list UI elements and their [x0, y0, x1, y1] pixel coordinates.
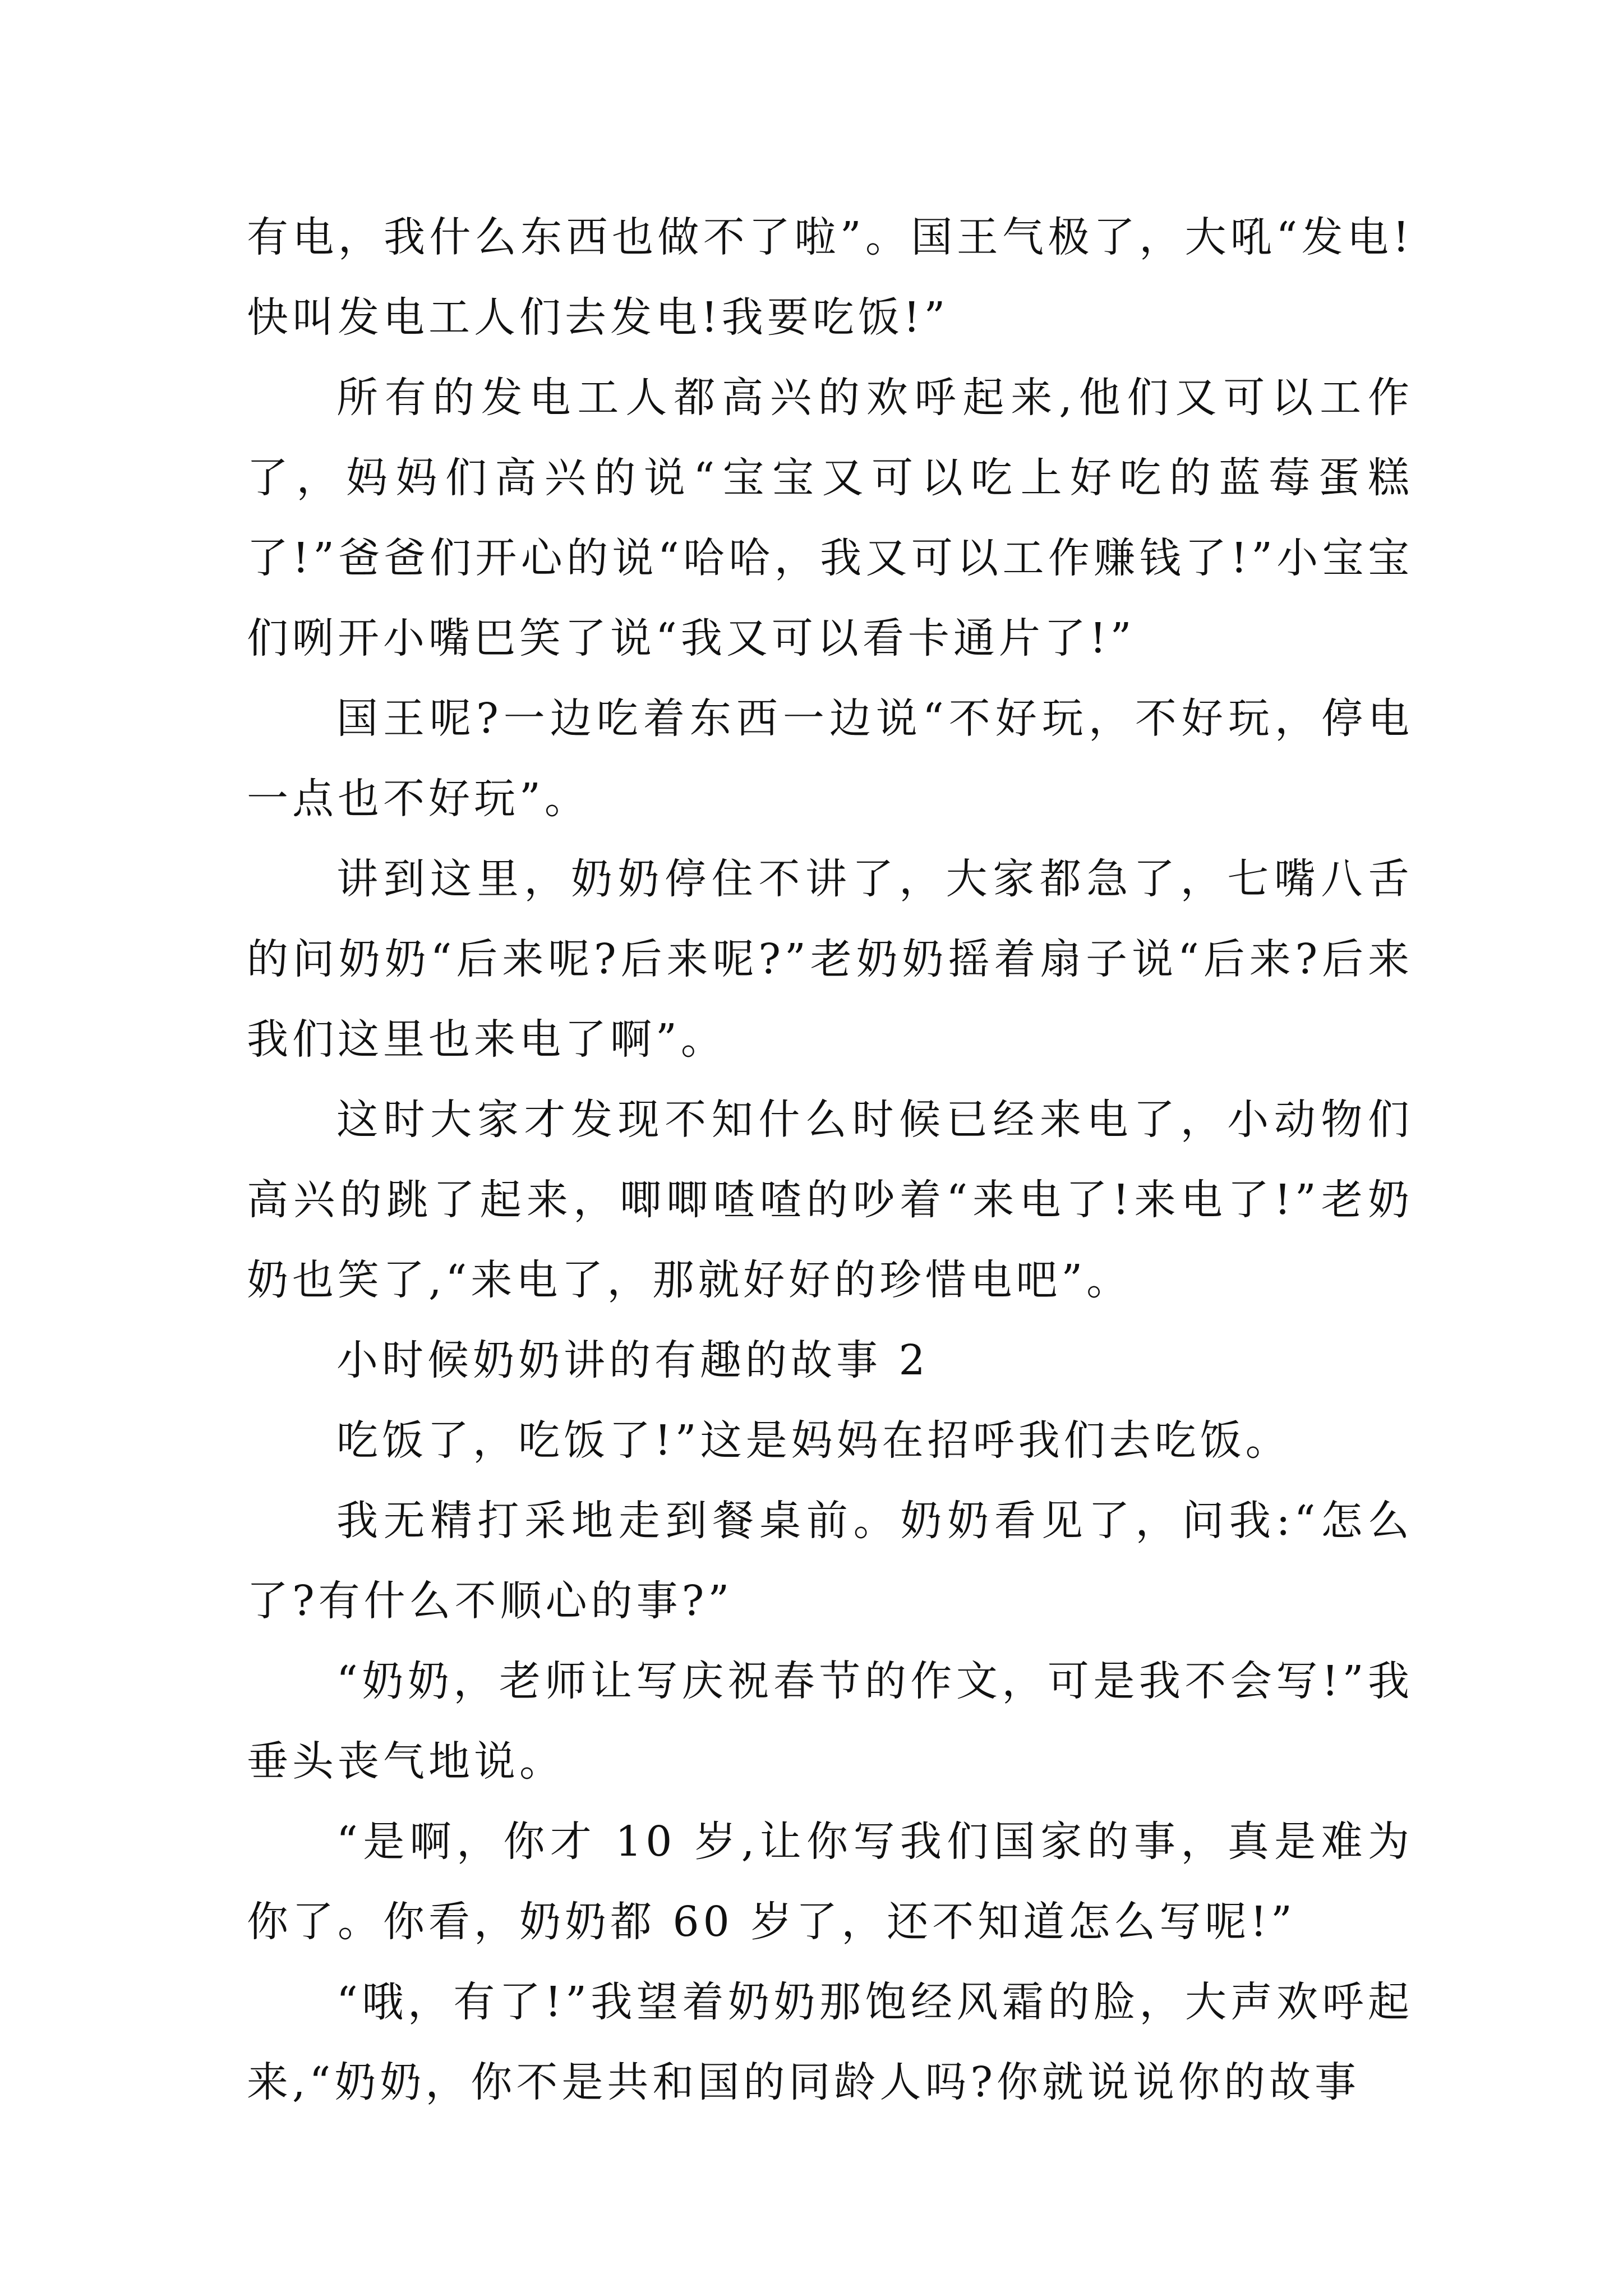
paragraph-8: 我无精打采地走到餐桌前。奶奶看见了，问我:“怎么了?有什么不顺心的事?” [247, 1497, 1413, 1625]
paragraph-10: “是啊，你才 10 岁,让你写我们国家的事，真是难为你了。你看，奶奶都 60 岁了，还不知道怎么写呢!” [247, 1818, 1413, 1946]
paragraph-1: 有电，我什么东西也做不了啦”。国王气极了，大吼“发电!快叫发电工人们去发电!我要吃饭!” [247, 213, 1413, 342]
paragraph-3: 国王呢?一边吃着东西一边说“不好玩，不好玩，停电一点也不好玩”。 [247, 694, 1413, 823]
paragraph-7: 吃饭了，吃饭了!”这是妈妈在招呼我们去吃饭。 [336, 1416, 1291, 1465]
paragraph-2: 所有的发电工人都高兴的欢呼起来,他们又可以工作了，妈妈们高兴的说“宝宝又可以吃上好吃的蓝莓蛋糕了!”爸爸们开心的说“哈哈，我又可以工作赚钱了!”小宝宝们咧开小嘴巴笑了说“我又可以看卡通片了!” [247, 374, 1413, 662]
document-body [247, 197, 1413, 2123]
paragraph-5: 这时大家才发现不知什么时候已经来电了，小动物们高兴的跳了起来，唧唧喳喳的吵着“来电了!来电了!”老奶奶也笑了,“来电了，那就好好的珍惜电吧”。 [247, 1096, 1413, 1304]
paragraph-9: “奶奶，老师让写庆祝春节的作文，可是我不会写!”我垂头丧气地说。 [247, 1657, 1413, 1786]
section-heading: 小时候奶奶讲的有趣的故事 2 [336, 1336, 929, 1384]
paragraph-11: “哦，有了!”我望着奶奶那饱经风霜的脸，大声欢呼起来,“奶奶，你不是共和国的同龄人吗?你就说说你的故事 [247, 1978, 1413, 2106]
paragraph-4: 讲到这里，奶奶停住不讲了，大家都急了，七嘴八舌的问奶奶“后来呢?后来呢?”老奶奶摇着扇子说“后来?后来我们这里也来电了啊”。 [247, 855, 1413, 1064]
